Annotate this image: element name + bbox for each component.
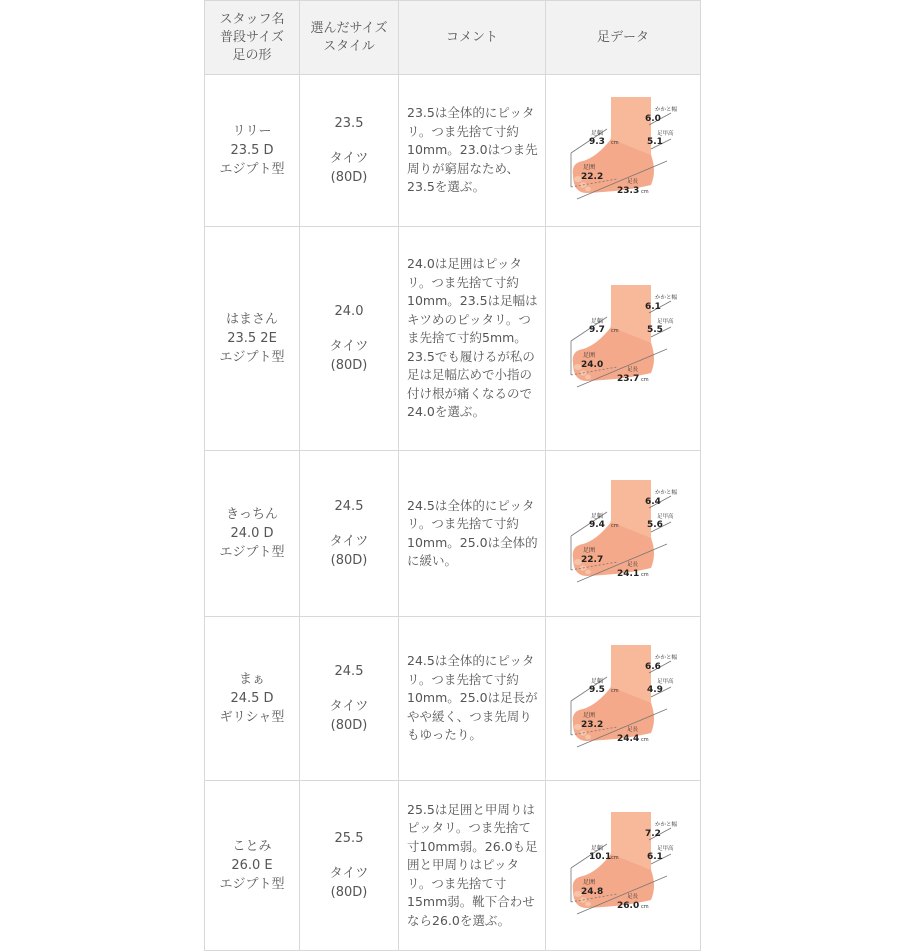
height-label: 足甲高 bbox=[657, 845, 674, 852]
foot-shape: エジプト型 bbox=[219, 877, 285, 892]
girth-label: 足囲 bbox=[583, 163, 596, 171]
girth-value: 24.0 bbox=[581, 359, 604, 370]
height-value: 5.1 bbox=[647, 136, 663, 147]
height-value: 5.6 bbox=[647, 519, 663, 530]
foot-data-cell bbox=[546, 781, 701, 951]
denier-label: (80D) bbox=[330, 718, 368, 733]
girth-label: 足囲 bbox=[583, 351, 596, 359]
size-cell bbox=[300, 75, 399, 227]
toe bbox=[585, 186, 591, 191]
comment-cell: 24.0は足囲はピッタリ。つま先捨て寸約10mm。23.5は足幅はキツめのピッタリ。つま先捨て寸約5mm。23.5でも履けるが私の足は足幅広めで小指の付け根が痛くなるので24.0を選ぶ。 bbox=[399, 227, 546, 451]
unit-label: cm bbox=[641, 736, 649, 743]
header-staff: スタッフ名 普段サイズ 足の形 bbox=[205, 1, 300, 75]
staff-name: リリー bbox=[232, 124, 272, 139]
staff-cell bbox=[205, 75, 300, 227]
unit-label: cm bbox=[611, 327, 619, 334]
foot-data-cell bbox=[546, 227, 701, 451]
chosen-size: 25.5 bbox=[334, 831, 364, 846]
foot-data-cell bbox=[546, 451, 701, 617]
heel-label: かかと幅 bbox=[655, 654, 678, 661]
heel-label: かかと幅 bbox=[655, 821, 678, 828]
foot-diagram bbox=[567, 643, 679, 755]
length-value: 24.4 bbox=[617, 733, 640, 744]
heel-label: かかと幅 bbox=[655, 294, 678, 301]
table-row bbox=[205, 781, 701, 951]
girth-value: 22.2 bbox=[581, 171, 604, 182]
length-label: 足長 bbox=[627, 893, 639, 900]
style-label: タイツ bbox=[329, 699, 369, 714]
girth-value: 23.2 bbox=[581, 719, 604, 730]
unit-label: cm bbox=[611, 687, 619, 694]
usual-size: 24.0 D bbox=[230, 526, 274, 541]
unit-label: cm bbox=[641, 376, 649, 383]
size-cell bbox=[300, 781, 399, 951]
girth-value: 24.8 bbox=[581, 886, 604, 897]
unit-label: cm bbox=[611, 854, 619, 861]
staff-name: まぁ bbox=[238, 672, 265, 687]
staff-name: はまさん bbox=[225, 312, 278, 327]
staff-cell bbox=[205, 617, 300, 781]
unit-label: cm bbox=[641, 903, 649, 910]
girth-label: 足囲 bbox=[583, 546, 596, 554]
header-size: 選んだサイズ スタイル bbox=[300, 1, 399, 75]
denier-label: (80D) bbox=[330, 885, 368, 900]
unit-label: cm bbox=[611, 522, 619, 529]
usual-size: 24.5 D bbox=[230, 691, 274, 706]
staff-cell bbox=[205, 227, 300, 451]
height-label: 足甲高 bbox=[657, 513, 674, 520]
size-cell bbox=[300, 617, 399, 781]
comment-cell: 24.5は全体的にピッタリ。つま先捨て寸約10mm。25.0は足長がやや緩く、つま先周りもゆったり。 bbox=[399, 617, 546, 781]
foot-shape: エジプト型 bbox=[219, 545, 285, 560]
heel-value: 7.2 bbox=[645, 828, 661, 839]
style-label: タイツ bbox=[329, 866, 369, 881]
usual-size: 23.5 D bbox=[230, 143, 274, 158]
girth-value: 22.7 bbox=[581, 554, 604, 565]
toe bbox=[585, 374, 591, 379]
width-label: 足幅 bbox=[591, 677, 604, 685]
foot-diagram bbox=[567, 478, 679, 590]
length-value: 23.7 bbox=[617, 373, 640, 384]
chosen-size: 24.5 bbox=[334, 664, 364, 679]
table-row bbox=[205, 227, 701, 451]
width-label: 足幅 bbox=[591, 129, 604, 137]
usual-size: 26.0 E bbox=[231, 858, 273, 873]
size-cell bbox=[300, 451, 399, 617]
foot-diagram bbox=[567, 810, 679, 922]
height-value: 4.9 bbox=[647, 684, 663, 695]
length-value: 23.3 bbox=[617, 185, 640, 196]
staff-cell bbox=[205, 781, 300, 951]
unit-label: cm bbox=[641, 188, 649, 195]
usual-size: 23.5 2E bbox=[227, 331, 277, 346]
comment-cell: 23.5は全体的にピッタリ。つま先捨て寸約10mm。23.0はつま先周りが窮屈なため、23.5を選ぶ。 bbox=[399, 75, 546, 227]
length-label: 足長 bbox=[627, 366, 639, 373]
fitting-table bbox=[204, 0, 701, 951]
header-comment: コメント bbox=[399, 1, 546, 75]
length-label: 足長 bbox=[627, 178, 639, 185]
height-label: 足甲高 bbox=[657, 130, 674, 137]
toe bbox=[585, 569, 591, 574]
toe bbox=[585, 734, 591, 739]
length-value: 24.1 bbox=[617, 568, 640, 579]
width-value: 9.4 bbox=[589, 519, 605, 530]
heel-value: 6.1 bbox=[645, 301, 661, 312]
chosen-size: 24.5 bbox=[334, 499, 364, 514]
staff-cell bbox=[205, 451, 300, 617]
heel-value: 6.6 bbox=[645, 661, 661, 672]
comment-cell: 25.5は足囲と甲周りはピッタリ。つま先捨て寸10mm弱。26.0も足囲と甲周りはピッタリ。つま先捨て寸15mm弱。靴下合わせなら26.0を選ぶ。 bbox=[399, 781, 546, 951]
table-row bbox=[205, 451, 701, 617]
staff-name: ことみ bbox=[232, 839, 272, 854]
foot-shape: エジプト型 bbox=[219, 162, 285, 177]
staff-name: きっちん bbox=[225, 507, 278, 522]
comment-cell: 24.5は全体的にピッタリ。つま先捨て寸約10mm。25.0は全体的に緩い。 bbox=[399, 451, 546, 617]
unit-label: cm bbox=[611, 139, 619, 146]
unit-label: cm bbox=[641, 571, 649, 578]
denier-label: (80D) bbox=[330, 553, 368, 568]
foot-shape: エジプト型 bbox=[219, 350, 285, 365]
heel-label: かかと幅 bbox=[655, 489, 678, 496]
width-value: 9.7 bbox=[589, 324, 605, 335]
width-value: 9.5 bbox=[589, 684, 605, 695]
length-label: 足長 bbox=[627, 726, 639, 733]
chosen-size: 24.0 bbox=[334, 304, 364, 319]
header-foot-data: 足データ bbox=[546, 1, 701, 75]
heel-value: 6.4 bbox=[645, 496, 661, 507]
length-label: 足長 bbox=[627, 561, 639, 568]
width-value: 9.3 bbox=[589, 136, 605, 147]
table-row bbox=[205, 75, 701, 227]
height-label: 足甲高 bbox=[657, 318, 674, 325]
table-row bbox=[205, 617, 701, 781]
height-value: 6.1 bbox=[647, 851, 663, 862]
denier-label: (80D) bbox=[330, 358, 368, 373]
heel-value: 6.0 bbox=[645, 113, 661, 124]
height-value: 5.5 bbox=[647, 324, 663, 335]
chosen-size: 23.5 bbox=[334, 116, 364, 131]
foot-data-cell bbox=[546, 617, 701, 781]
foot-diagram bbox=[567, 95, 679, 207]
width-value: 10.1 bbox=[589, 851, 612, 862]
foot-shape: ギリシャ型 bbox=[219, 710, 285, 725]
style-label: タイツ bbox=[329, 534, 369, 549]
foot-diagram bbox=[567, 283, 679, 395]
style-label: タイツ bbox=[329, 339, 369, 354]
size-cell bbox=[300, 227, 399, 451]
girth-label: 足囲 bbox=[583, 878, 596, 886]
width-label: 足幅 bbox=[591, 317, 604, 325]
toe bbox=[585, 901, 591, 906]
width-label: 足幅 bbox=[591, 844, 604, 852]
foot-data-cell bbox=[546, 75, 701, 227]
height-label: 足甲高 bbox=[657, 678, 674, 685]
header-row bbox=[205, 1, 701, 75]
width-label: 足幅 bbox=[591, 512, 604, 520]
girth-label: 足囲 bbox=[583, 711, 596, 719]
denier-label: (80D) bbox=[330, 170, 368, 185]
heel-label: かかと幅 bbox=[655, 106, 678, 113]
length-value: 26.0 bbox=[617, 900, 640, 911]
style-label: タイツ bbox=[329, 151, 369, 166]
